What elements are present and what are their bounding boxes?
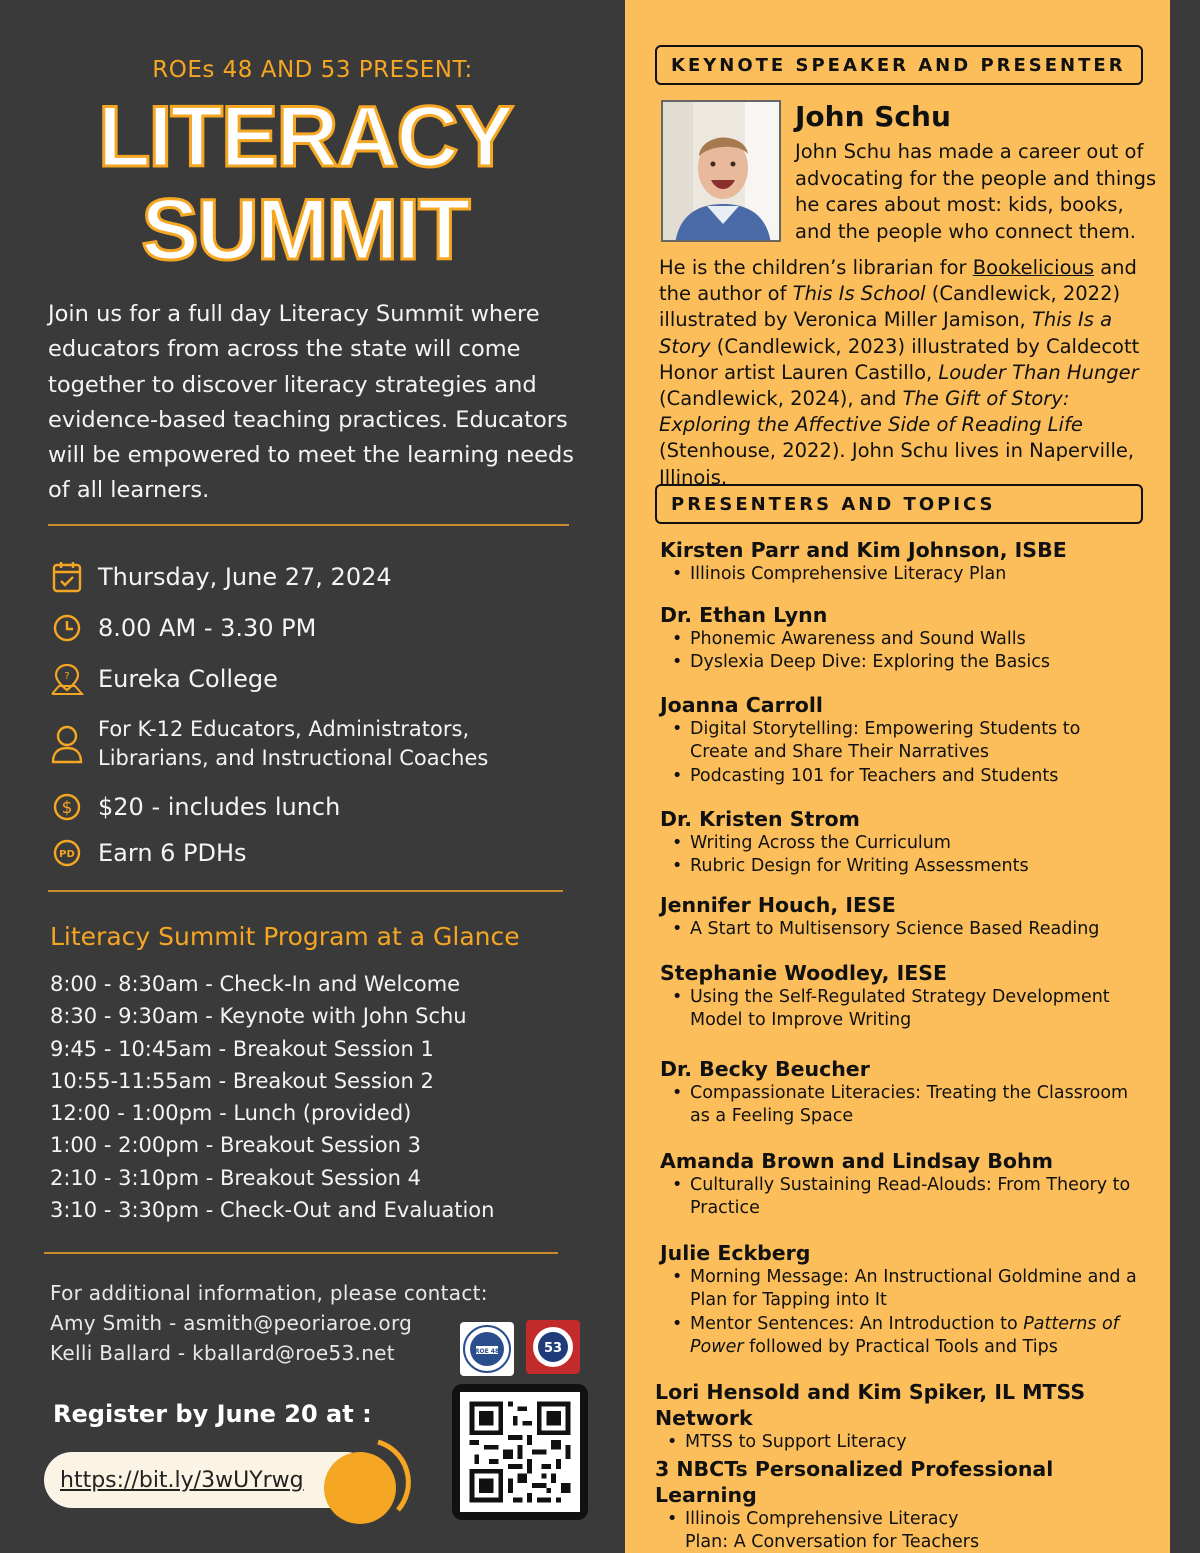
roe48-logo: [460, 1322, 514, 1376]
presenter-block: [660, 602, 1160, 675]
schedule-item: 8:00 - 8:30am - Check-In and Welcome: [50, 972, 461, 996]
book-title: Louder Than Hunger: [938, 360, 1139, 384]
schedule-item: 9:45 - 10:45am - Breakout Session 1: [50, 1036, 434, 1061]
presenter-block: [660, 892, 1160, 941]
topic-item: • Using the Self-Regulated Strategy Development Model to Improve Writing: [668, 986, 1118, 1033]
presents-line: ROEs 48 AND 53 PRESENT:: [152, 57, 473, 83]
presenters-heading: PRESENTERS AND TOPICS: [655, 484, 1143, 524]
qr-code-image: [460, 1392, 580, 1512]
dollar-icon: [48, 788, 86, 826]
clock-icon: [48, 609, 86, 647]
event-cost: $20 - includes lunch: [98, 793, 341, 821]
contact-amy[interactable]: Amy Smith - asmith@peoriaroe.org: [50, 1311, 413, 1335]
topic-item: • Rubric Design for Writing Assessments: [668, 855, 1160, 878]
schedule-list: [50, 968, 494, 1226]
book-title: The Gift of Story: Exploring the Affective Side of Reading Life: [659, 387, 1083, 437]
presenter-name: Julie Eckberg: [660, 1241, 811, 1265]
contact-block: [50, 1278, 488, 1368]
speaker-photo: [661, 100, 781, 242]
audience-text: [98, 715, 488, 773]
bio-text: (Candlewick, 2024), and: [659, 387, 903, 411]
bookelicious-link[interactable]: Bookelicious: [972, 256, 1095, 279]
topic-text: followed by Practical Tools and Tips: [743, 1336, 1058, 1357]
svg-text:PD: PD: [59, 849, 75, 860]
presenter-name: Dr. Ethan Lynn: [660, 603, 828, 627]
divider: [48, 890, 563, 892]
event-date: Thursday, June 27, 2024: [98, 563, 392, 591]
presenter-name: Lori Hensold and Kim Spiker, IL MTSS Network: [655, 1380, 1086, 1430]
schedule-item: 1:00 - 2:00pm - Breakout Session 3: [50, 1133, 421, 1158]
topic-book-title: Patterns of Power: [690, 1313, 1119, 1357]
presenter-block: [660, 1056, 1160, 1129]
audience-line-2: Librarians, and Instructional Coaches: [98, 746, 489, 770]
audience-row: [48, 715, 488, 773]
pd-badge-icon: [48, 834, 86, 872]
book-title: This Is School: [792, 282, 926, 306]
topic-item: • Illinois Comprehensive Literacy Plan: [668, 563, 1160, 586]
person-icon: [48, 725, 86, 763]
right-margin: [1170, 0, 1200, 1553]
topic-item: • Compassionate Literacies: Treating the Classroom as a Feeling Space: [668, 1082, 1138, 1129]
topic-item: • Writing Across the Curriculum: [668, 832, 1160, 855]
speaker-bio: [659, 255, 1159, 491]
topic-item: • MTSS to Support Literacy: [663, 1431, 1155, 1454]
event-time: 8.00 AM - 3.30 PM: [98, 614, 317, 642]
schedule-item: 12:00 - 1:00pm - Lunch (provided): [50, 1101, 412, 1126]
presenter-block: [660, 692, 1160, 788]
glance-title: Literacy Summit Program at a Glance: [50, 922, 520, 951]
topic-item: • Illinois Comprehensive Literacy Plan: A Conversation for Teachers: [663, 1508, 1003, 1553]
presenter-block: [655, 1456, 1155, 1553]
topic-text: Mentor Sentences: An Introduction to: [690, 1313, 1024, 1334]
topic-item: • Dyslexia Deep Dive: Exploring the Basics: [668, 651, 1160, 674]
speaker-description: John Schu has made a career out of advocating for the people and things he cares about most: kids, books, and the people who connect them.: [795, 140, 1157, 243]
register-label: Register by June 20 at :: [53, 1400, 372, 1428]
svg-text:$: $: [61, 798, 73, 818]
topic-item: • A Start to Multisensory Science Based Reading: [668, 918, 1160, 941]
bio-text: (Candlewick, 2023) illustrated by Caldecott Honor artist Lauren Castillo,: [659, 334, 1140, 384]
qr-code[interactable]: [452, 1384, 588, 1520]
speaker-name: John Schu: [795, 100, 951, 133]
calendar-icon: [48, 558, 86, 596]
schedule-item: 8:30 - 9:30am - Keynote with John Schu: [50, 1004, 467, 1029]
contact-lead: For additional information, please contact:: [50, 1281, 488, 1305]
presenter-name: Dr. Becky Beucher: [660, 1057, 870, 1081]
topic-item: • Morning Message: An Instructional Goldmine and a Plan for Tapping into It: [668, 1266, 1138, 1313]
book-title: This Is a Story: [659, 308, 1113, 358]
presenter-block: [660, 806, 1160, 879]
presenter-name: Jennifer Houch, IESE: [660, 893, 896, 917]
roe53-logo-text: 53: [543, 1341, 563, 1356]
presenter-block: [660, 1240, 1160, 1359]
presenter-name: Amanda Brown and Lindsay Bohm: [660, 1149, 1053, 1173]
presenter-block: [655, 1379, 1155, 1454]
event-pdh: Earn 6 PDHs: [98, 839, 247, 867]
divider: [44, 1252, 558, 1254]
presenter-block: [660, 1148, 1160, 1221]
time-row: [48, 609, 316, 647]
right-panel: [625, 0, 1170, 1553]
divider: [48, 524, 569, 526]
date-row: [48, 558, 392, 596]
presenter-name: Joanna Carroll: [660, 693, 823, 717]
event-location: Eureka College: [98, 665, 278, 693]
presenter-block: [660, 537, 1160, 586]
topic-item: • Culturally Sustaining Read-Alouds: From Theory to Practice: [668, 1174, 1138, 1221]
schedule-item: 3:10 - 3:30pm - Check-Out and Evaluation: [50, 1198, 495, 1223]
intro-paragraph: Join us for a full day Literacy Summit where educators from across the state will come together to discover literacy strategies and evidence-based teaching practices. Educators will be empowered to meet the learning needs of all learners.: [48, 301, 574, 504]
title-line-1: LITERACY: [98, 89, 512, 185]
keynote-heading: KEYNOTE SPEAKER AND PRESENTER: [655, 45, 1143, 85]
svg-text:?: ?: [64, 671, 70, 682]
topic-item: • Podcasting 101 for Teachers and Students: [668, 765, 1160, 788]
bio-text: (Candlewick, 2022) illustrated by Veronica Miller Jamison,: [659, 282, 1121, 332]
location-pin-icon: [48, 660, 86, 698]
presenter-name: Stephanie Woodley, IESE: [660, 961, 947, 985]
decorative-orange-circle: [320, 1436, 412, 1528]
topic-item: • Phonemic Awareness and Sound Walls: [668, 628, 1160, 651]
contact-kelli[interactable]: Kelli Ballard - kballard@roe53.net: [50, 1341, 395, 1365]
location-row: [48, 660, 278, 698]
roe48-logo-text: ROE 48: [474, 1348, 500, 1355]
register-url[interactable]: https://bit.ly/3wUYrwg: [60, 1467, 304, 1493]
cost-row: [48, 788, 340, 826]
topic-item: [668, 1313, 1138, 1360]
presenter-name: Kirsten Parr and Kim Johnson, ISBE: [660, 538, 1067, 562]
bio-text: (Stenhouse, 2022). John Schu lives in Naperville, Illinois.: [659, 439, 1135, 489]
schedule-item: 10:55-11:55am - Breakout Session 2: [50, 1068, 434, 1093]
presenter-name: 3 NBCTs Personalized Professional Learning: [655, 1457, 1054, 1507]
schedule-item: 2:10 - 3:10pm - Breakout Session 4: [50, 1165, 421, 1190]
bio-text: and the author of: [659, 256, 1137, 306]
presenter-name: Dr. Kristen Strom: [660, 807, 860, 831]
title-line-2: SUMMIT: [141, 182, 469, 278]
presenter-block: [660, 960, 1160, 1033]
topic-item: • Digital Storytelling: Empowering Students to Create and Share Their Narratives: [668, 718, 1138, 765]
audience-line-1: For K-12 Educators, Administrators,: [98, 717, 470, 741]
pdh-row: [48, 834, 247, 872]
bio-text: He is the children’s librarian for: [659, 256, 973, 279]
roe53-logo: [526, 1320, 580, 1374]
